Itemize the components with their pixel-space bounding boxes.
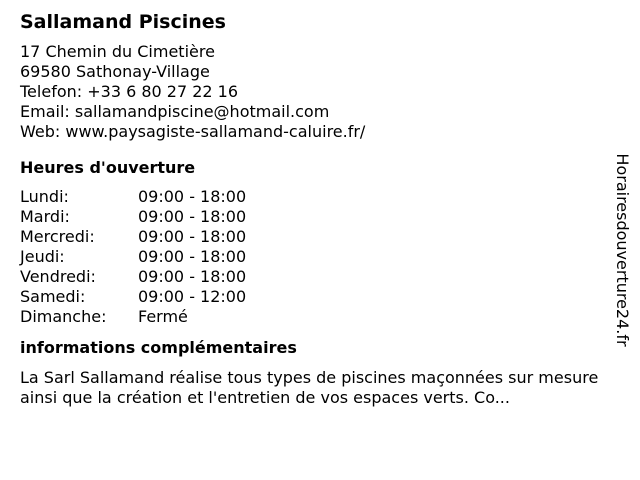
hours-row-tuesday — [20, 207, 600, 227]
opening-hours-heading: Heures d'ouverture — [20, 158, 196, 177]
business-name: Sallamand Piscines — [20, 11, 226, 33]
hours-row-wednesday — [20, 227, 600, 247]
hours-value: 09:00 - 18:00 — [138, 267, 247, 286]
hours-value: 09:00 - 18:00 — [138, 187, 247, 206]
day-label: Samedi: — [20, 287, 86, 306]
hours-value: 09:00 - 18:00 — [138, 227, 247, 246]
address-city: 69580 Sathonay-Village — [20, 62, 210, 81]
hours-value: 09:00 - 12:00 — [138, 287, 247, 306]
opening-hours-table — [20, 187, 600, 327]
day-label: Vendredi: — [20, 267, 96, 286]
website-line[interactable]: Web: www.paysagiste-sallamand-caluire.fr/ — [20, 122, 366, 141]
hours-value: Fermé — [138, 307, 188, 326]
business-card — [20, 10, 600, 408]
hours-row-thursday — [20, 247, 600, 267]
hours-row-sunday — [20, 307, 600, 327]
hours-row-monday — [20, 187, 600, 207]
day-label: Jeudi: — [20, 247, 65, 266]
day-label: Mercredi: — [20, 227, 95, 246]
hours-row-saturday — [20, 287, 600, 307]
hours-value: 09:00 - 18:00 — [138, 247, 247, 266]
day-label: Mardi: — [20, 207, 70, 226]
business-description: La Sarl Sallamand réalise tous types de piscines maçonnées sur mesure ainsi que la création et l'entretien de vos espaces verts. Co... — [20, 368, 599, 407]
hours-value: 09:00 - 18:00 — [138, 207, 247, 226]
email-line[interactable]: Email: sallamandpiscine@hotmail.com — [20, 102, 330, 121]
site-watermark: Horairesdouverture24.fr — [613, 153, 632, 347]
day-label: Dimanche: — [20, 307, 107, 326]
address-street: 17 Chemin du Cimetière — [20, 42, 215, 61]
day-label: Lundi: — [20, 187, 69, 206]
hours-row-friday — [20, 267, 600, 287]
phone-line[interactable]: Telefon: +33 6 80 27 22 16 — [20, 82, 239, 101]
additional-info-heading: informations complémentaires — [20, 338, 297, 357]
